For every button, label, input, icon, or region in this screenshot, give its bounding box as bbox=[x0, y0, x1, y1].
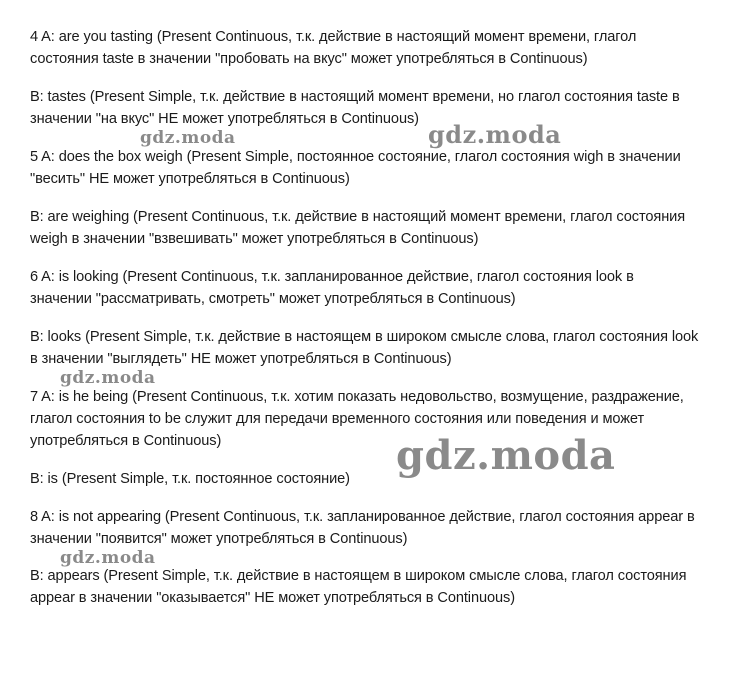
answer-line: 5 A: does the box weigh (Present Simple, постоянное состояние, глагол состояния wigh в значении bbox=[30, 149, 681, 165]
answer-line: глагол состояния to be служит для передачи временного состояния или поведения и может bbox=[30, 411, 645, 427]
answer-8a bbox=[30, 506, 735, 550]
answer-line: в значении "выглядеть" НЕ может употребляться в Continuous) bbox=[30, 351, 452, 367]
answer-line: употребляться в Continuous) bbox=[30, 433, 222, 449]
answer-line: weigh в значении "взвешивать" может употребляться в Continuous) bbox=[30, 231, 479, 247]
watermark-logo: gdz.moda bbox=[140, 128, 236, 148]
answer-4a bbox=[30, 26, 735, 70]
answer-6a bbox=[30, 266, 735, 310]
answer-line: 6 A: is looking (Present Continuous, т.к. запланированное действие, глагол состояния look в bbox=[30, 269, 634, 285]
answer-line: B: looks (Present Simple, т.к. действие в настоящем в широком смысле слова, глагол состояния look bbox=[30, 329, 699, 345]
answer-line: состояния taste в значении "пробовать на вкус" может употребляться в Continuous) bbox=[30, 51, 588, 67]
answer-line: 7 A: is he being (Present Continuous, т.к. хотим показать недовольство, возмущение, раздражение, bbox=[30, 389, 684, 405]
answer-8b bbox=[30, 565, 735, 609]
watermark-logo: gdz.moda bbox=[396, 432, 616, 479]
answer-line: B: are weighing (Present Continuous, т.к. действие в настоящий момент времени, глагол состояния bbox=[30, 209, 686, 225]
watermark-logo: gdz.moda bbox=[60, 368, 156, 388]
document-body bbox=[30, 26, 735, 609]
watermark-logo: gdz.moda bbox=[428, 120, 562, 149]
answer-7a bbox=[30, 386, 735, 452]
answer-line: B: is (Present Simple, т.к. постоянное состояние) bbox=[30, 471, 350, 487]
answer-4b bbox=[30, 86, 735, 130]
answer-line: "весить" НЕ может употребляться в Continuous) bbox=[30, 171, 350, 187]
answer-line: 4 A: are you tasting (Present Continuous, т.к. действие в настоящий момент времени, глагол bbox=[30, 29, 637, 45]
answer-5a bbox=[30, 146, 735, 190]
answer-line: 8 A: is not appearing (Present Continuous, т.к. запланированное действие, глагол состояния appear в bbox=[30, 509, 695, 525]
answer-5b bbox=[30, 206, 735, 250]
answer-line: appear в значении "оказывается" НЕ может употребляться в Continuous) bbox=[30, 590, 515, 606]
answer-line: значении "рассматривать, смотреть" может употребляться в Continuous) bbox=[30, 291, 516, 307]
answer-6b bbox=[30, 326, 735, 370]
answer-line: B: tastes (Present Simple, т.к. действие в настоящий момент времени, но глагол состояния taste в bbox=[30, 89, 680, 105]
answer-7b bbox=[30, 468, 735, 490]
watermark-logo: gdz.moda bbox=[60, 548, 156, 568]
answer-line: значении "на вкус" НЕ может употребляться в Continuous) bbox=[30, 111, 419, 127]
answer-line: значении "появится" может употребляться в Continuous) bbox=[30, 531, 408, 547]
answer-line: B: appears (Present Simple, т.к. действие в настоящем в широком смысле слова, глагол состояния bbox=[30, 568, 687, 584]
